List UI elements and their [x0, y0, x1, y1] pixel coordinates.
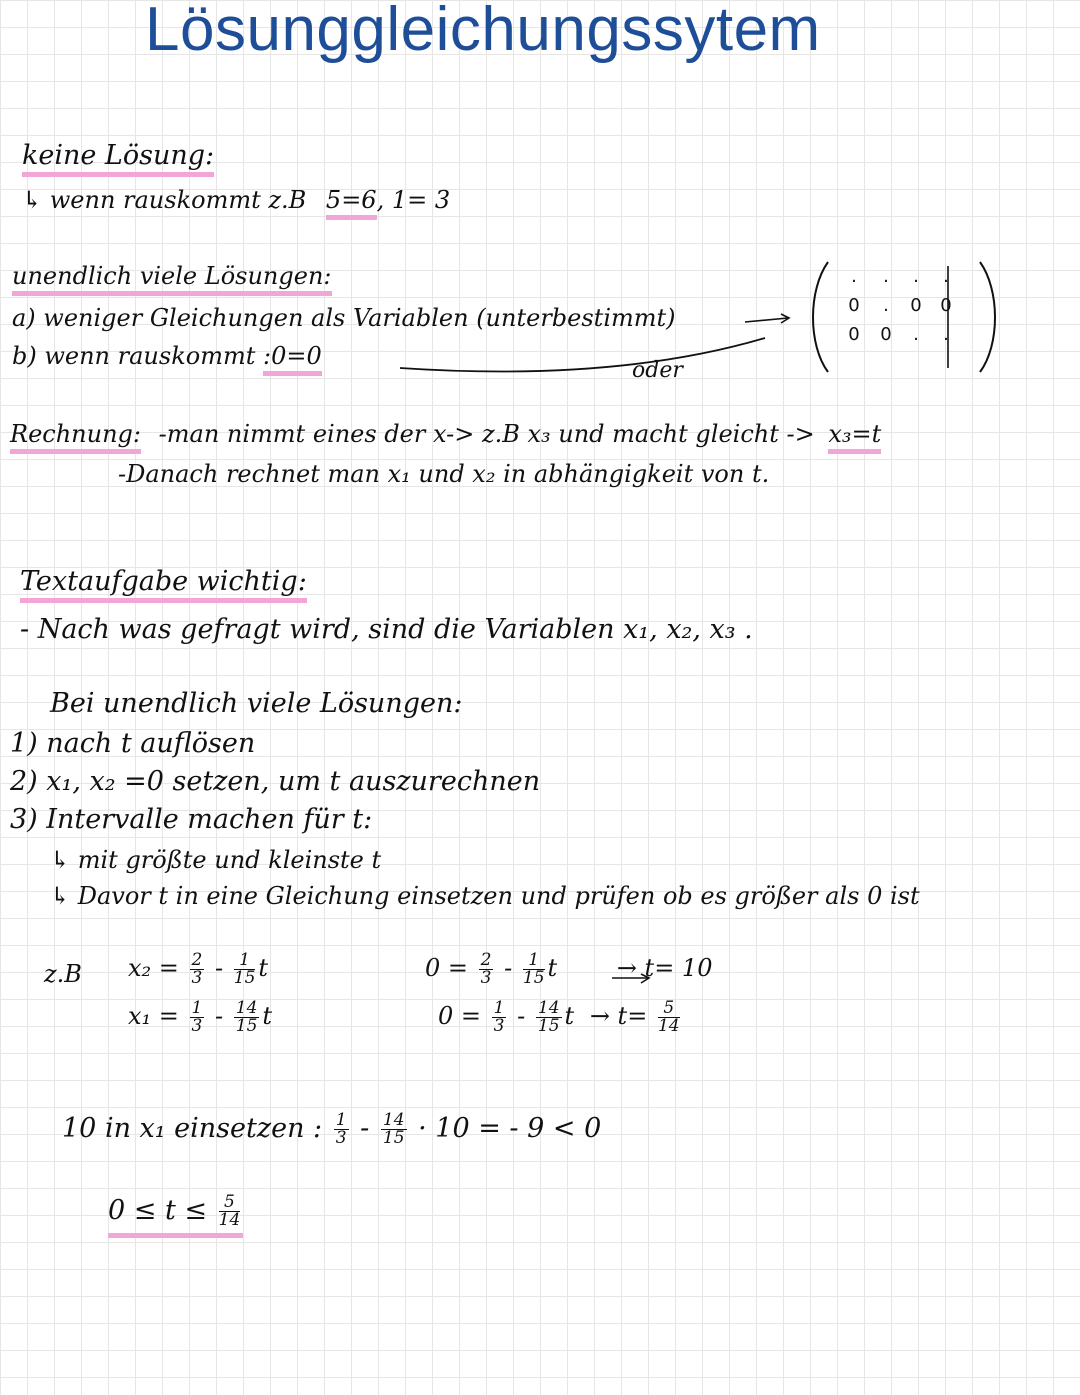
- x1-t: t: [262, 1002, 273, 1030]
- keine-loesung-eq1: 5=6: [326, 186, 377, 220]
- solve-x1-result-den: 14: [657, 1016, 680, 1036]
- rechnung-result: x₃=t: [828, 420, 881, 454]
- solve-x2-frac1-den: 3: [480, 968, 492, 988]
- matrix-cell: 0: [848, 324, 860, 345]
- rechnung-line2: -Danach rechnet man x₁ und x₂ in abhängigkeit von t.: [118, 460, 770, 488]
- interval-frac: [219, 1194, 241, 1229]
- unendlich-a: a) weniger Gleichungen als Variablen (unterbestimmt): [12, 304, 676, 332]
- heading-bei-unendlich: Bei unendlich viele Lösungen:: [50, 688, 463, 719]
- einsetzen-frac2-den: 15: [382, 1128, 405, 1148]
- einsetzen-frac2: [381, 1112, 407, 1147]
- x1-frac2-den: 15: [235, 1016, 258, 1036]
- heading-textaufgabe: [20, 566, 307, 597]
- solve-x1-frac1: [492, 1000, 507, 1035]
- unendlich-b-eq: :0=0: [263, 342, 322, 376]
- oder-label: oder: [632, 358, 683, 383]
- matrix-cell: .: [913, 266, 919, 287]
- interval-text: 0 ≤ t ≤: [108, 1195, 208, 1226]
- solve-x1-lhs: 0 =: [438, 1002, 482, 1030]
- x2-frac2-num: 1: [234, 952, 256, 970]
- einsetzen-tail: · 10 = - 9 < 0: [418, 1113, 602, 1144]
- textaufgabe-line: - Nach was gefragt wird, sind die Variablen x₁, x₂, x₃ .: [20, 614, 753, 645]
- rechnung-row: [10, 420, 881, 448]
- solve-x1-result-num: 5: [658, 1000, 680, 1018]
- page-title: Lösunggleichungssytem: [145, 0, 821, 64]
- x1-minus: -: [215, 1002, 224, 1030]
- unendlich-heading-text: unendlich viele Lösungen:: [12, 262, 332, 296]
- einsetzen-minus: -: [360, 1113, 370, 1144]
- keine-loesung-eq2: , 1= 3: [376, 186, 451, 214]
- matrix-cell: 0: [940, 295, 952, 316]
- solve-x2-minus: -: [504, 954, 513, 982]
- solve-x2-frac1: [479, 952, 494, 987]
- solve-x1-minus: -: [517, 1002, 526, 1030]
- sub-2: ↳ Davor t in eine Gleichung einsetzen und prüfen ob es größer als 0 ist: [50, 882, 920, 910]
- solve-x1: [438, 1000, 683, 1035]
- matrix-cell: .: [943, 266, 949, 287]
- textaufgabe-heading-text: Textaufgabe wichtig:: [20, 566, 307, 603]
- einsetzen-line: [62, 1112, 601, 1147]
- x1-lhs: x₁ =: [128, 1002, 179, 1030]
- x2-frac1: [190, 952, 205, 987]
- x2-frac2: [234, 952, 256, 987]
- einsetzen-frac1: [334, 1112, 349, 1147]
- einsetzen-frac1-den: 3: [335, 1128, 347, 1148]
- interval-frac-num: 5: [219, 1194, 241, 1212]
- einsetzen-frac1-num: 1: [335, 1110, 347, 1130]
- x2-lhs: x₂ =: [128, 954, 179, 982]
- rechnung-label: Rechnung:: [10, 420, 141, 454]
- solve-x2: [425, 952, 712, 987]
- matrix-cell: .: [883, 295, 889, 316]
- sub-1: ↳ mit größte und kleinste t: [50, 846, 382, 874]
- solve-x2-frac1-num: 2: [480, 950, 492, 970]
- rechnung-line1: -man nimmt eines der x-> z.B x₃ und macht gleicht ->: [158, 420, 815, 448]
- zb-label: z.B: [44, 960, 82, 988]
- interval-frac-den: 14: [218, 1210, 241, 1230]
- matrix-cell: .: [943, 324, 949, 345]
- solve-x2-result: → t= 10: [616, 954, 713, 982]
- solve-x2-frac2-den: 15: [522, 968, 545, 988]
- solve-x2-lhs: 0 =: [425, 954, 469, 982]
- x1-frac1-num: 1: [191, 998, 203, 1018]
- step-1: 1) nach t auflösen: [10, 728, 256, 759]
- x1-frac1-den: 3: [191, 1016, 203, 1036]
- keine-loesung-heading-text: keine Lösung:: [22, 140, 214, 177]
- unendlich-b-prefix: b) wenn rauskommt: [12, 342, 256, 370]
- matrix-cell: 0: [848, 295, 860, 316]
- matrix-cell: .: [913, 324, 919, 345]
- solve-x2-frac2-num: 1: [523, 952, 545, 970]
- solve-x1-frac1-num: 1: [493, 998, 505, 1018]
- solve-x2-t: t: [547, 954, 558, 982]
- x1-frac2: [234, 1000, 260, 1035]
- step-2: 2) x₁, x₂ =0 setzen, um t auszurechnen: [10, 766, 541, 797]
- step-3: 3) Intervalle machen für t:: [10, 804, 373, 835]
- x1-equation: [128, 1000, 272, 1035]
- keine-loesung-prefix: ↳ wenn rauskommt z.B: [22, 186, 307, 214]
- einsetzen-frac2-num: 14: [382, 1110, 405, 1130]
- interval-highlight: [108, 1194, 243, 1238]
- x2-t: t: [258, 954, 269, 982]
- solve-x1-result: → t=: [589, 1002, 648, 1030]
- x1-frac1: [190, 1000, 205, 1035]
- matrix-cell: 0: [880, 324, 892, 345]
- solve-x1-t: t: [564, 1002, 575, 1030]
- solve-x1-frac1-den: 3: [493, 1016, 505, 1036]
- x2-frac2-den: 15: [233, 968, 256, 988]
- interval-result: [108, 1194, 243, 1238]
- einsetzen-prefix: 10 in x₁ einsetzen :: [62, 1113, 323, 1144]
- solve-x1-result-frac: [658, 1000, 680, 1035]
- x2-equation: [128, 952, 268, 987]
- solve-x1-frac2: [536, 1000, 562, 1035]
- matrix-cell: .: [883, 266, 889, 287]
- x2-frac1-den: 3: [191, 968, 203, 988]
- x1-frac2-num: 14: [235, 998, 258, 1018]
- solve-x1-frac2-num: 14: [537, 998, 560, 1018]
- solve-x2-frac2: [523, 952, 545, 987]
- matrix-cell: .: [851, 266, 857, 287]
- solve-x1-frac2-den: 15: [537, 1016, 560, 1036]
- x2-minus: -: [215, 954, 224, 982]
- matrix-cell: 0: [910, 295, 922, 316]
- x2-frac1-num: 2: [191, 950, 203, 970]
